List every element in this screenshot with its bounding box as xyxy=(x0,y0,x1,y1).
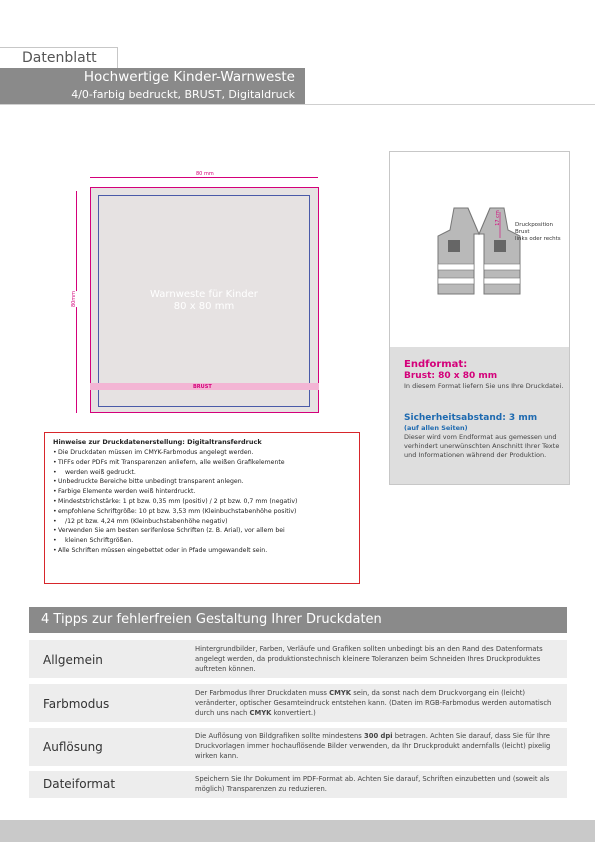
tip-text: Speichern Sie Ihr Dokument im PDF-Format ab. Achten Sie darauf, Schriften einzubetten und (soweit als möglich) Transparenzen zu reduzieren. xyxy=(195,775,550,793)
tip-text: Die Auflösung von Bildgrafiken sollte mindestens 300 dpi betragen. Achten Sie darauf, dass Sie für Ihre Druckvorlagen immer hochauflösende Bilder verwenden, da Ihr Druckprodukt andernfalls (leicht) pixelig wirken kann. xyxy=(195,732,551,760)
print-position-caption xyxy=(515,222,561,243)
endformat-text: In diesem Format liefern Sie uns Ihre Druckdatei. xyxy=(404,382,564,390)
list-item: • Verwenden Sie am besten serifenlose Schriften (z. B. Arial), vor allem bei xyxy=(53,526,351,536)
page-subtitle: 4/0-farbig bedruckt, BRUST, Digitaldruck xyxy=(71,88,295,101)
list-item: • Mindeststrichstärke: 1 pt bzw. 0,35 mm (positiv) / 2 pt bzw. 0,7 mm (negativ) xyxy=(53,497,351,507)
endformat-value: Brust: 80 x 80 mm xyxy=(404,371,498,381)
tip-label: Auflösung xyxy=(43,740,103,754)
print-position-caption-line: Brust xyxy=(515,229,530,235)
header-divider xyxy=(0,104,595,105)
tip-label: Allgemein xyxy=(43,653,103,667)
footer-bar xyxy=(0,820,595,842)
list-item: • empfohlene Schriftgröße: 10 pt bzw. 3,53 mm (Kleinbuchstabenhöhe positiv) xyxy=(53,507,351,517)
datasheet-tab-label: Datenblatt xyxy=(22,50,97,66)
format-info-panel xyxy=(389,151,570,485)
list-item: • Alle Schriften müssen eingebettet oder in Pfade umgewandelt sein. xyxy=(53,546,351,556)
height-dimension-label: 80mm xyxy=(71,290,78,308)
list-item: • Farbige Elemente werden weiß hinterdruckt. xyxy=(53,487,351,497)
tip-label: Farbmodus xyxy=(43,697,110,711)
vest-icon xyxy=(436,204,522,298)
list-item: • kleinen Schriftgrößen. xyxy=(53,536,351,546)
product-format-label xyxy=(98,289,310,313)
list-item: • TIFFs oder PDFs mit Transparenzen anliefern, alle weißen Grafikelemente xyxy=(53,458,351,468)
tip-row-color-mode xyxy=(29,684,567,722)
subtitle-bar xyxy=(0,87,305,104)
endformat-title: Endformat: xyxy=(404,359,468,370)
tips-header xyxy=(29,607,567,633)
list-item: • /12 pt bzw. 4,24 mm (Kleinbuchstabenhöhe negativ) xyxy=(53,517,351,527)
print-hints-box xyxy=(44,432,360,584)
product-name: Warnweste für Kinder xyxy=(150,289,258,300)
datasheet-tab xyxy=(0,47,118,68)
vest-illustration-area xyxy=(390,152,569,347)
tip-text: Hintergrundbilder, Farben, Verläufe und Grafiken sollten unbedingt bis an den Rand des Datenformats angelegt werden, da produktionstechnisch kleinere Toleranzen beim Schneiden Ihres Druckproduktes auftreten können. xyxy=(195,645,543,673)
list-item: • werden weiß gedruckt. xyxy=(53,468,351,478)
tip-text: Der Farbmodus Ihrer Druckdaten muss CMYK sein, da sonst nach dem Druckvorgang ein (leicht) veränderter, optischer Gesamteindruck entstehen kann. (Daten im RGB-Farbmodus werden automatisch durch uns nach CMYK konvertiert.) xyxy=(195,689,552,717)
width-dimension-line xyxy=(90,177,318,178)
width-dimension-label: 80 mm xyxy=(196,171,214,177)
format-specs xyxy=(390,347,569,484)
title-bar xyxy=(0,68,305,87)
safety-margin-subtitle: (auf allen Seiten) xyxy=(404,424,468,432)
list-item: • Die Druckdaten müssen im CMYK-Farbmodus angelegt werden. xyxy=(53,448,351,458)
safety-margin-text: Dieser wird vom Endformat aus gemessen und verhindert unerwünschten Anschnitt Ihrer Texte und Informationen während der Produktion. xyxy=(404,433,560,459)
print-hints-list xyxy=(53,448,351,556)
tip-row-file-format xyxy=(29,771,567,798)
vest-dimension-label: 17 cm xyxy=(494,210,501,226)
print-area-drawing xyxy=(68,168,330,418)
tips-title: 4 Tipps zur fehlerfreien Gestaltung Ihrer Druckdaten xyxy=(41,612,382,627)
list-item: • Unbedruckte Bereiche bitte unbedingt transparent anlegen. xyxy=(53,477,351,487)
tip-row-general xyxy=(29,640,567,678)
tip-label: Dateiformat xyxy=(43,777,116,791)
print-hints-title: Hinweise zur Druckdatenerstellung: Digitaltransferdruck xyxy=(53,438,262,446)
tip-row-resolution xyxy=(29,728,567,766)
page-title: Hochwertige Kinder-Warnweste xyxy=(83,69,295,85)
print-position-caption-line: Druckposition xyxy=(515,222,553,228)
product-size: 80 x 80 mm xyxy=(173,301,235,312)
print-position-caption-line: links oder rechts xyxy=(515,236,561,242)
brust-band-label: BRUST xyxy=(193,384,212,390)
safety-margin-title: Sicherheitsabstand: 3 mm xyxy=(404,413,538,423)
